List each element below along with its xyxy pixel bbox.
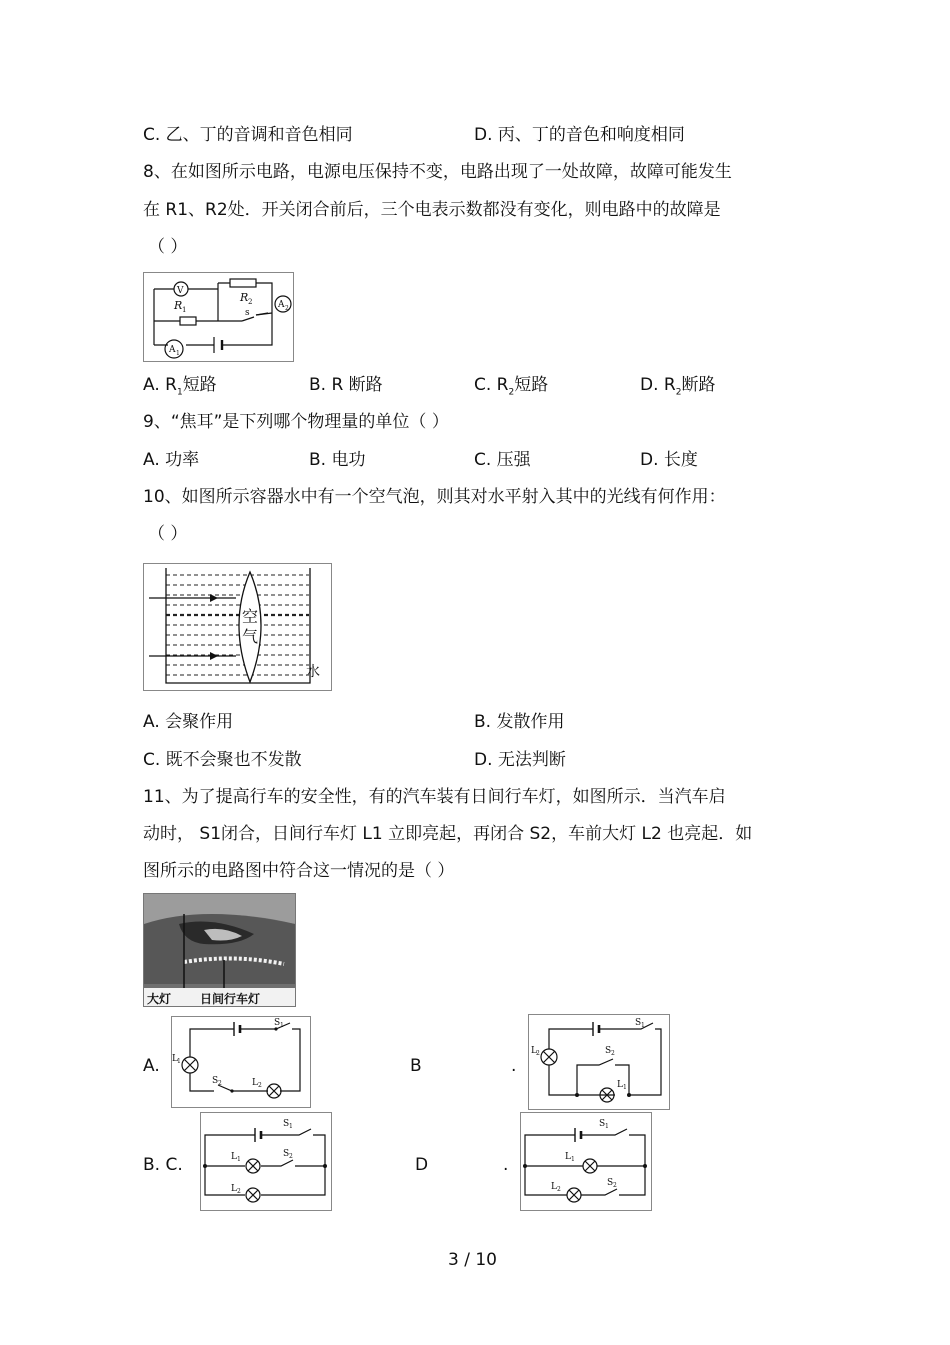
svg-text:2: 2 bbox=[258, 1082, 262, 1089]
svg-text:L: L bbox=[617, 1080, 623, 1090]
q10-air-bubble-figure bbox=[143, 563, 332, 691]
q8-answer-paren: （ ） bbox=[148, 237, 188, 257]
svg-text:1: 1 bbox=[605, 1123, 609, 1130]
q8-option-b: B. R 断路 bbox=[309, 375, 383, 395]
svg-text:1: 1 bbox=[280, 1022, 284, 1029]
svg-text:S: S bbox=[283, 1119, 290, 1129]
q11-circuit-c bbox=[200, 1112, 332, 1211]
svg-text:S: S bbox=[605, 1046, 612, 1056]
svg-text:L: L bbox=[551, 1182, 557, 1192]
svg-text:2: 2 bbox=[237, 1188, 241, 1195]
q11-option-b-dot: . bbox=[511, 1056, 517, 1076]
svg-text:2: 2 bbox=[613, 1182, 617, 1189]
q7-option-d: D. 丙、丁的音色和响度相同 bbox=[474, 125, 685, 145]
page-number: 3 / 10 bbox=[448, 1250, 497, 1270]
svg-text:2: 2 bbox=[285, 305, 289, 312]
voltmeter-label: V bbox=[177, 286, 184, 296]
svg-text:L: L bbox=[172, 1054, 178, 1064]
svg-text:S: S bbox=[635, 1018, 642, 1028]
q10-option-c: C. 既不会聚也不发散 bbox=[143, 750, 302, 770]
q9-option-d: D. 长度 bbox=[640, 450, 698, 470]
svg-text:1: 1 bbox=[182, 306, 187, 314]
svg-text:L: L bbox=[252, 1078, 258, 1088]
svg-text:1: 1 bbox=[289, 1123, 293, 1130]
svg-text:1: 1 bbox=[571, 1156, 575, 1163]
q8-option-a: A. $R_1$短路 bbox=[143, 375, 217, 398]
svg-text:S: S bbox=[607, 1178, 614, 1188]
q9-option-c: C. 压强 bbox=[474, 450, 531, 470]
air-label-1: 空 bbox=[242, 607, 259, 626]
q11-option-b-label: B bbox=[410, 1056, 422, 1076]
svg-text:2: 2 bbox=[289, 1153, 293, 1160]
svg-text:1: 1 bbox=[623, 1084, 627, 1091]
svg-text:1: 1 bbox=[641, 1022, 645, 1029]
q10-option-d: D. 无法判断 bbox=[474, 750, 566, 770]
q8-circuit-figure bbox=[143, 272, 294, 362]
q11-option-bc-label: B. C. bbox=[143, 1155, 183, 1175]
svg-text:S: S bbox=[599, 1119, 606, 1129]
q8-option-d: D. $R_2$断路 bbox=[640, 375, 716, 398]
svg-text:L: L bbox=[531, 1046, 537, 1056]
q11-option-d-dot: . bbox=[503, 1155, 509, 1175]
q8-stem-line1: 8、在如图所示电路，电源电压保持不变，电路出现了一处故障，故障可能发生 bbox=[143, 162, 732, 182]
svg-text:L: L bbox=[231, 1184, 237, 1194]
svg-text:S: S bbox=[274, 1018, 281, 1028]
q11-circuit-d bbox=[520, 1112, 652, 1211]
resistor-r2-label: R bbox=[240, 291, 249, 304]
switch-s-label: s bbox=[245, 308, 250, 318]
q9-stem: 9、“焦耳”是下列哪个物理量的单位（ ） bbox=[143, 412, 449, 432]
resistor-r1-label: R bbox=[174, 299, 183, 312]
air-label-2: 气 bbox=[242, 627, 259, 646]
q11-option-d-label: D bbox=[415, 1155, 429, 1175]
svg-text:1: 1 bbox=[176, 350, 180, 357]
q11-option-a-label: A. bbox=[143, 1056, 160, 1076]
svg-text:1: 1 bbox=[237, 1156, 241, 1163]
q11-stem-line1: 11、为了提高行车的安全性，有的汽车装有日间行车灯，如图所示．当汽车启 bbox=[143, 787, 726, 807]
svg-text:S: S bbox=[283, 1149, 290, 1159]
q8-option-c: C. $R_2$短路 bbox=[474, 375, 549, 398]
svg-text:2: 2 bbox=[248, 298, 253, 306]
q11-stem-line3: 图所示的电路图中符合这一情况的是（ ） bbox=[143, 861, 455, 881]
svg-text:L: L bbox=[565, 1152, 571, 1162]
ammeter-a1-label: A bbox=[169, 345, 176, 355]
q11-circuit-a bbox=[171, 1016, 311, 1108]
q9-option-a: A. 功率 bbox=[143, 450, 200, 470]
svg-text:2: 2 bbox=[536, 1050, 540, 1057]
q10-option-a: A. 会聚作用 bbox=[143, 712, 234, 732]
svg-text:S: S bbox=[212, 1076, 219, 1086]
q11-stem-line2: 动时， S1闭合，日间行车灯 L1 立即亮起，再闭合 S2，车前大灯 L2 也亮起．如 bbox=[143, 824, 753, 844]
q10-option-b: B. 发散作用 bbox=[474, 712, 565, 732]
svg-text:2: 2 bbox=[557, 1186, 561, 1193]
q7-option-c: C. 乙、丁的音调和音色相同 bbox=[143, 125, 353, 145]
svg-text:2: 2 bbox=[611, 1050, 615, 1057]
car-lights-photo bbox=[143, 893, 296, 1007]
headlight-label: 大灯 bbox=[147, 992, 172, 1006]
ammeter-a2-label: A bbox=[278, 300, 285, 310]
svg-text:2: 2 bbox=[218, 1080, 222, 1087]
q9-option-b: B. 电功 bbox=[309, 450, 366, 470]
q10-answer-paren: （ ） bbox=[148, 524, 188, 544]
water-label: 水 bbox=[306, 664, 320, 680]
svg-text:L: L bbox=[231, 1152, 237, 1162]
daytime-light-label: 日间行车灯 bbox=[200, 992, 261, 1006]
q10-stem: 10、如图所示容器水中有一个空气泡，则其对水平射入其中的光线有何作用： bbox=[143, 487, 726, 507]
q11-circuit-b bbox=[528, 1014, 670, 1110]
q8-stem-line2: 在 R1、R2处．开关闭合前后，三个电表示数都没有变化，则电路中的故障是 bbox=[143, 200, 721, 220]
svg-text:1: 1 bbox=[177, 1058, 181, 1065]
